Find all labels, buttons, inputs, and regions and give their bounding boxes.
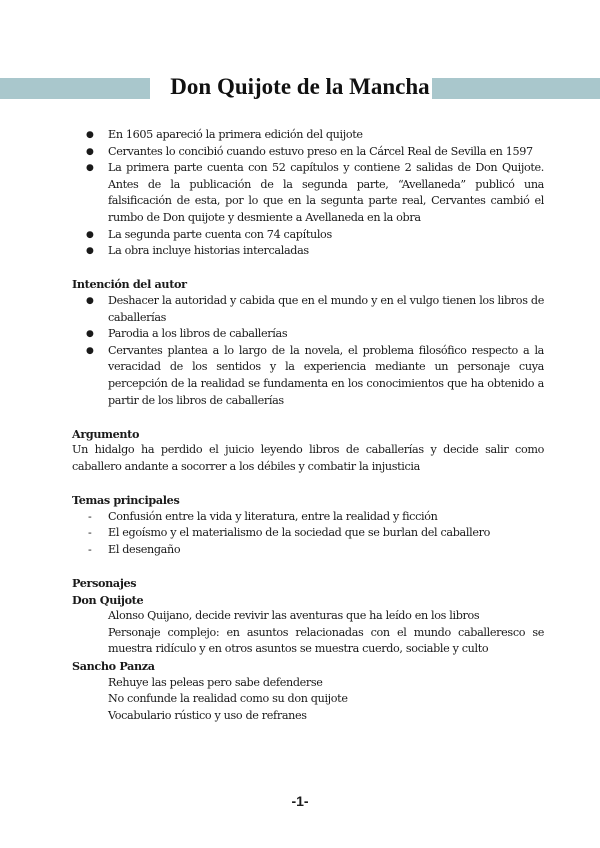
document-body [72,127,544,724]
list-item: - El egoísmo y el materialismo de la sociedad que se burlan del caballero [72,525,544,542]
character-line: Vocabulario rústico y uso de refranes [108,708,307,722]
list-item: ● Parodia a los libros de caballerías [72,326,544,343]
bullet-icon: ● [86,163,94,174]
dash-icon: - [88,542,92,556]
list-item: ● La primera parte cuenta con 52 capítulos y contiene 2 salidas de Don Quijote. Antes de la publicación de la segunda parte, “Avellaneda” publicó una falsificación de esta, por lo que en la segunta parte real, Cervantes cambió el rumbo de Don quijote y desmiente a Avellaneda en la obra [86,161,544,224]
temas-list [72,509,544,559]
argumento-text: Un hidalgo ha perdido el juicio leyendo libros de caballerías y decide salir como caballero andante a socorrer a los débiles y combatir la injusticia [72,443,544,473]
intro-list [72,127,544,260]
list-item: ● La segunda parte cuenta con 74 capítulos [72,227,544,244]
list-item: ● Cervantes lo concibió cuando estuvo preso en la Cárcel Real de Sevilla en 1597 [72,144,544,161]
character-name-don-quijote: Don Quijote [72,592,144,607]
character-name-sancho: Sancho Panza [72,659,155,673]
list-item: - Confusión entre la vida y literatura, entre la realidad y ficción [72,509,544,526]
section-heading-intencion: Intención del autor [72,277,187,292]
character-line: Rehuye las peleas pero sabe defenderse [108,675,323,689]
character-line: Alonso Quijano, decide revivir las aventuras que ha leído en los libros [108,609,480,623]
bullet-icon: ● [86,345,94,356]
bullet-icon: ● [86,146,94,157]
intencion-list [72,293,544,409]
character-line: Personaje complejo: en asuntos relacionadas con el mundo caballeresco se muestra ridículo y en otros asuntos se muestra cuerdo, sociable y culto [108,625,544,656]
bullet-icon: ● [86,246,94,257]
page-number: -1- [291,793,309,809]
list-item: ● En 1605 apareció la primera edición del quijote [72,127,544,144]
dash-icon: - [88,526,92,540]
section-heading-temas: Temas principales [72,493,180,508]
list-item: ● Cervantes plantea a lo largo de la novela, el problema filosófico respecto a la veracidad de los sentidos y la experiencia mediante un personaje cuya percepción de la realidad se fundamenta en los conocimientos que ha obtenido a partir de los libros de caballerías [86,343,544,407]
document-title: Don Quijote de la Mancha [170,74,430,99]
bullet-icon: ● [86,295,94,306]
bullet-icon: ● [86,329,94,340]
section-heading-personajes: Personajes [72,576,137,591]
list-item: ● Deshacer la autoridad y cabida que en el mundo y en el vulgo tienen los libros de caballerías [86,293,544,324]
list-item: ● La obra incluye historias intercaladas [72,243,544,260]
bullet-icon: ● [86,229,94,240]
section-heading-argumento: Argumento [72,426,140,441]
list-item: - El desengaño [72,542,544,559]
dash-icon: - [88,509,92,523]
character-line: No confunde la realidad como su don quijote [108,692,348,706]
bullet-icon: ● [86,130,94,140]
